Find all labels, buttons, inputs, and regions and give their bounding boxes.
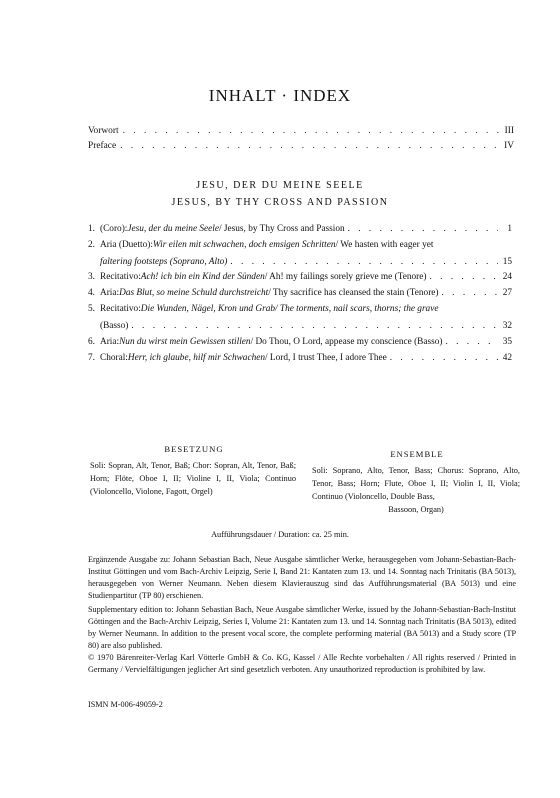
movement-entry	[88, 270, 512, 284]
toc-row-vorwort	[88, 126, 514, 136]
movement-number: 1.	[88, 224, 95, 234]
ensemble-text: Soli: Soprano, Alto, Tenor, Bass; Chorus: Soprano, Alto, Tenor, Bass; Horn; Flute, Oboe I, II; Violin I, II, Viola; Continuo (Violoncello, Double Bass,	[312, 466, 520, 501]
movement-number: 2.	[88, 240, 95, 250]
leader-dots	[123, 126, 501, 136]
leader-dots	[429, 270, 498, 284]
movement-page: 42	[502, 353, 512, 363]
movement-type: Aria:	[100, 337, 120, 347]
movement-german-title: Nun du wirst mein Gewissen stillen	[119, 337, 251, 347]
movement-english-title: / Thy sacrifice has cleansed the stain (Tenore)	[268, 288, 439, 298]
movement-german-title: Herr, ich glaube, hilf mir Schwachen	[127, 353, 266, 363]
ensemble-text-last-line: Bassoon, Organ)	[388, 505, 444, 514]
movement-entry	[88, 286, 512, 300]
leader-dots	[445, 335, 498, 349]
toc-page: III	[504, 126, 514, 136]
movement-type: Aria (Duetto):	[100, 240, 153, 250]
work-title-english: JESUS, BY THY CROSS AND PASSION	[171, 197, 389, 208]
movement-page: 27	[502, 288, 512, 298]
toc-label: Vorwort	[88, 126, 119, 136]
movement-german-title: Wir eilen mit schwachen, doch emsigen Schritten	[152, 240, 336, 250]
besetzung-text: Soli: Sopran, Alt, Tenor, Baß; Chor: Sopran, Alt, Tenor, Baß; Horn; Flöte, Oboe I, II; Violine I, II, Viola; Continuo (Violoncello, Violone, Fagott, Orgel)	[90, 461, 296, 496]
movement-number: 7.	[88, 353, 95, 363]
movement-number: 5.	[88, 304, 95, 314]
leader-dots	[120, 141, 500, 151]
supplementary-note-german: Ergänzende Ausgabe zu: Johann Sebastian Bach, Neue Ausgabe sämtlicher Werke, herausgegeben vom Johann-Sebastian-Bach-Institut Göttingen und vom Bach-Archiv Leipzig, Serie I, Band 21: Kantaten zum 13. und 14. Sonntag nach Trinitatis (BA 5013), herausgegeben von Werner Neumann. Neben diesem Klavierauszug sind das Aufführungsmaterial (BA 5013) und eine Studienpartitur (TP 80) erschienen.	[88, 555, 516, 600]
toc-label: Preface	[88, 141, 117, 151]
movement-german-title: Ach! ich bin ein Kind der Sünden	[140, 272, 265, 282]
movement-english-title: / We hasten with eager yet	[335, 240, 434, 250]
movement-english-title: / Do Thou, O Lord, appease my conscience (Basso)	[250, 337, 443, 347]
movement-english-title: / Jesus, by Thy Cross and Passion	[219, 224, 345, 234]
movement-entry	[88, 238, 512, 269]
movement-number: 6.	[88, 337, 95, 347]
movement-page: 32	[502, 321, 512, 331]
movement-english-continuation: (Basso)	[100, 321, 129, 331]
page-title: INHALT · INDEX	[208, 86, 352, 105]
ismn-number: ISMN M-006-49059-2	[88, 700, 163, 709]
toc-page: IV	[504, 141, 514, 151]
movement-type: Aria:	[100, 288, 120, 298]
movement-page: 1	[507, 224, 512, 234]
leader-dots	[442, 286, 498, 300]
movement-english-title: / Ah! my failings sorely grieve me (Tenore)	[264, 272, 427, 282]
movement-page: 35	[502, 337, 512, 347]
movement-german-title: Das Blut, so meine Schuld durchstreicht	[119, 288, 269, 298]
movement-number: 3.	[88, 272, 95, 282]
besetzung-heading: BESETZUNG	[164, 444, 224, 454]
leader-dots	[131, 319, 498, 333]
toc-row-preface	[88, 141, 514, 151]
copyright-notice: © 1970 Bärenreiter-Verlag Karl Vötterle GmbH & Co. KG, Kassel / Alle Rechte vorbehalten / All rights reserved / Printed in Germany / Vervielfältigungen jeglicher Art sind gesetzlich verboten. Any unauthorized reproduction is prohibited by law.	[88, 653, 516, 674]
ensemble-text-block	[312, 464, 520, 516]
performance-duration: Aufführungsdauer / Duration: ca. 25 min.	[211, 530, 349, 539]
leader-dots	[390, 351, 498, 365]
movement-english-title: / The torments, nail scars, thorns; the grave	[275, 304, 439, 314]
movement-page: 24	[502, 272, 512, 282]
movement-type: Recitativo:	[100, 272, 141, 282]
movement-entry	[88, 335, 512, 349]
movement-entry	[88, 302, 512, 333]
movement-english-continuation: faltering footsteps (Soprano, Alto)	[100, 257, 228, 267]
movement-type: Choral:	[100, 353, 128, 363]
supplementary-note-english: Supplementary edition to: Johann Sebastian Bach, Neue Ausgabe sämtlicher Werke, issued by the Johann-Sebastian-Bach-Institut Göttingen and the Bach-Archiv Leipzig, Series I, Volume 21: Kantaten zum 13. und 14. Sonntag nach Trinitatis (BA 5013), edited by Werner Neumann. In addition to the present vocal score, the complete performing material (BA 5013) and a Study score (TP 80) are also published.	[88, 605, 516, 650]
movement-page: 15	[502, 257, 512, 267]
movement-entry	[88, 222, 512, 236]
movement-type: (Coro):	[100, 224, 128, 234]
movement-german-title: Jesu, der du meine Seele	[127, 224, 220, 234]
ensemble-heading: ENSEMBLE	[390, 449, 444, 459]
leader-dots	[348, 222, 498, 236]
movement-number: 4.	[88, 288, 95, 298]
work-title-german: JESU, DER DU MEINE SEELE	[196, 180, 364, 191]
movement-type: Recitativo:	[100, 304, 141, 314]
movement-german-title: Die Wunden, Nägel, Kron und Grab	[140, 304, 275, 314]
movement-entry	[88, 351, 512, 365]
movement-english-title: / Lord, I trust Thee, I adore Thee	[265, 353, 387, 363]
leader-dots	[230, 255, 498, 269]
